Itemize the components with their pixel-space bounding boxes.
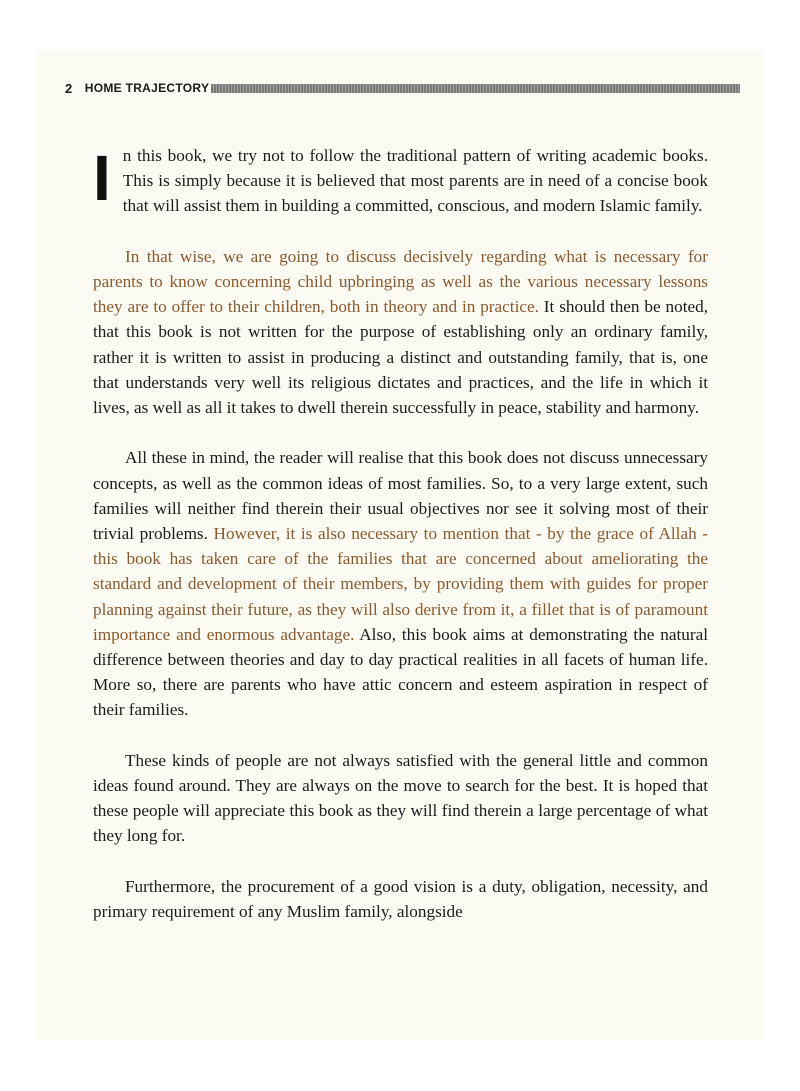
paragraph-1-text: n this book, we try not to follow the traditional pattern of writing academic books. This is simply because it is believed that most parents are in need of a concise book that will assist them in building a committed, conscious, and modern Islamic family. [122,146,708,216]
paragraph-4 [93,748,708,849]
body-text [93,143,708,949]
paragraph-1 [93,143,708,219]
header-rule [211,84,740,93]
paragraph-5-text: Furthermore, the procurement of a good vision is a duty, obligation, necessity, and primary requirement of any Muslim family, alongside [93,876,708,922]
running-title: HOME TRAJECTORY [84,81,210,95]
paragraph-3 [93,445,708,722]
page-number: 2 [65,80,73,96]
paragraph-5 [93,874,708,924]
book-page [35,50,765,1040]
paragraph-3-text-before: All these in mind, the reader will realise that this book does not discuss unnecessary concepts, as well as the common ideas of most families. So, to a very large extent, such families will neither find therein their usual objectives nor see it solving most of their trivial problems. [93,448,708,544]
paragraph-3-text-after: Also, this book aims at demonstrating the natural difference between theories and day to day practical realities in all facets of human life. More so, there are parents who have attic concern and esteem aspiration in respect of their families. [93,624,708,720]
running-header [65,80,740,96]
paragraph-2-text: It should then be noted, that this book is not written for the purpose of establishing only an ordinary family, rather it is written to assist in producing a distinct and outstanding family, that is, one that understands very well its religious dictates and practices, and the life in which it lives, as well as all it takes to dwell therein successfully in peace, stability and harmony. [93,297,708,418]
paragraph-2-highlight: In that wise, we are going to discuss decisively regarding what is necessary for parents to know concerning child upbringing as well as the various necessary lessons they are to offer to their children, both in theory and in practice. [93,246,708,317]
paragraph-2 [93,244,708,420]
drop-cap: I [93,142,111,214]
paragraph-3-highlight: However, it is also necessary to mention that - by the grace of Allah - this book has taken care of the families that are concerned about ameliorating the standard and development of their members, by providing them with guides for proper planning against their future, as they will also derive from it, a fillet that is of paramount importance and enormous advantage. [93,524,708,644]
paragraph-4-text: These kinds of people are not always satisfied with the general little and common ideas found around. They are always on the move to search for the best. It is hoped that these people will appreciate this book as they will find therein a large percentage of what they long for. [93,750,708,846]
